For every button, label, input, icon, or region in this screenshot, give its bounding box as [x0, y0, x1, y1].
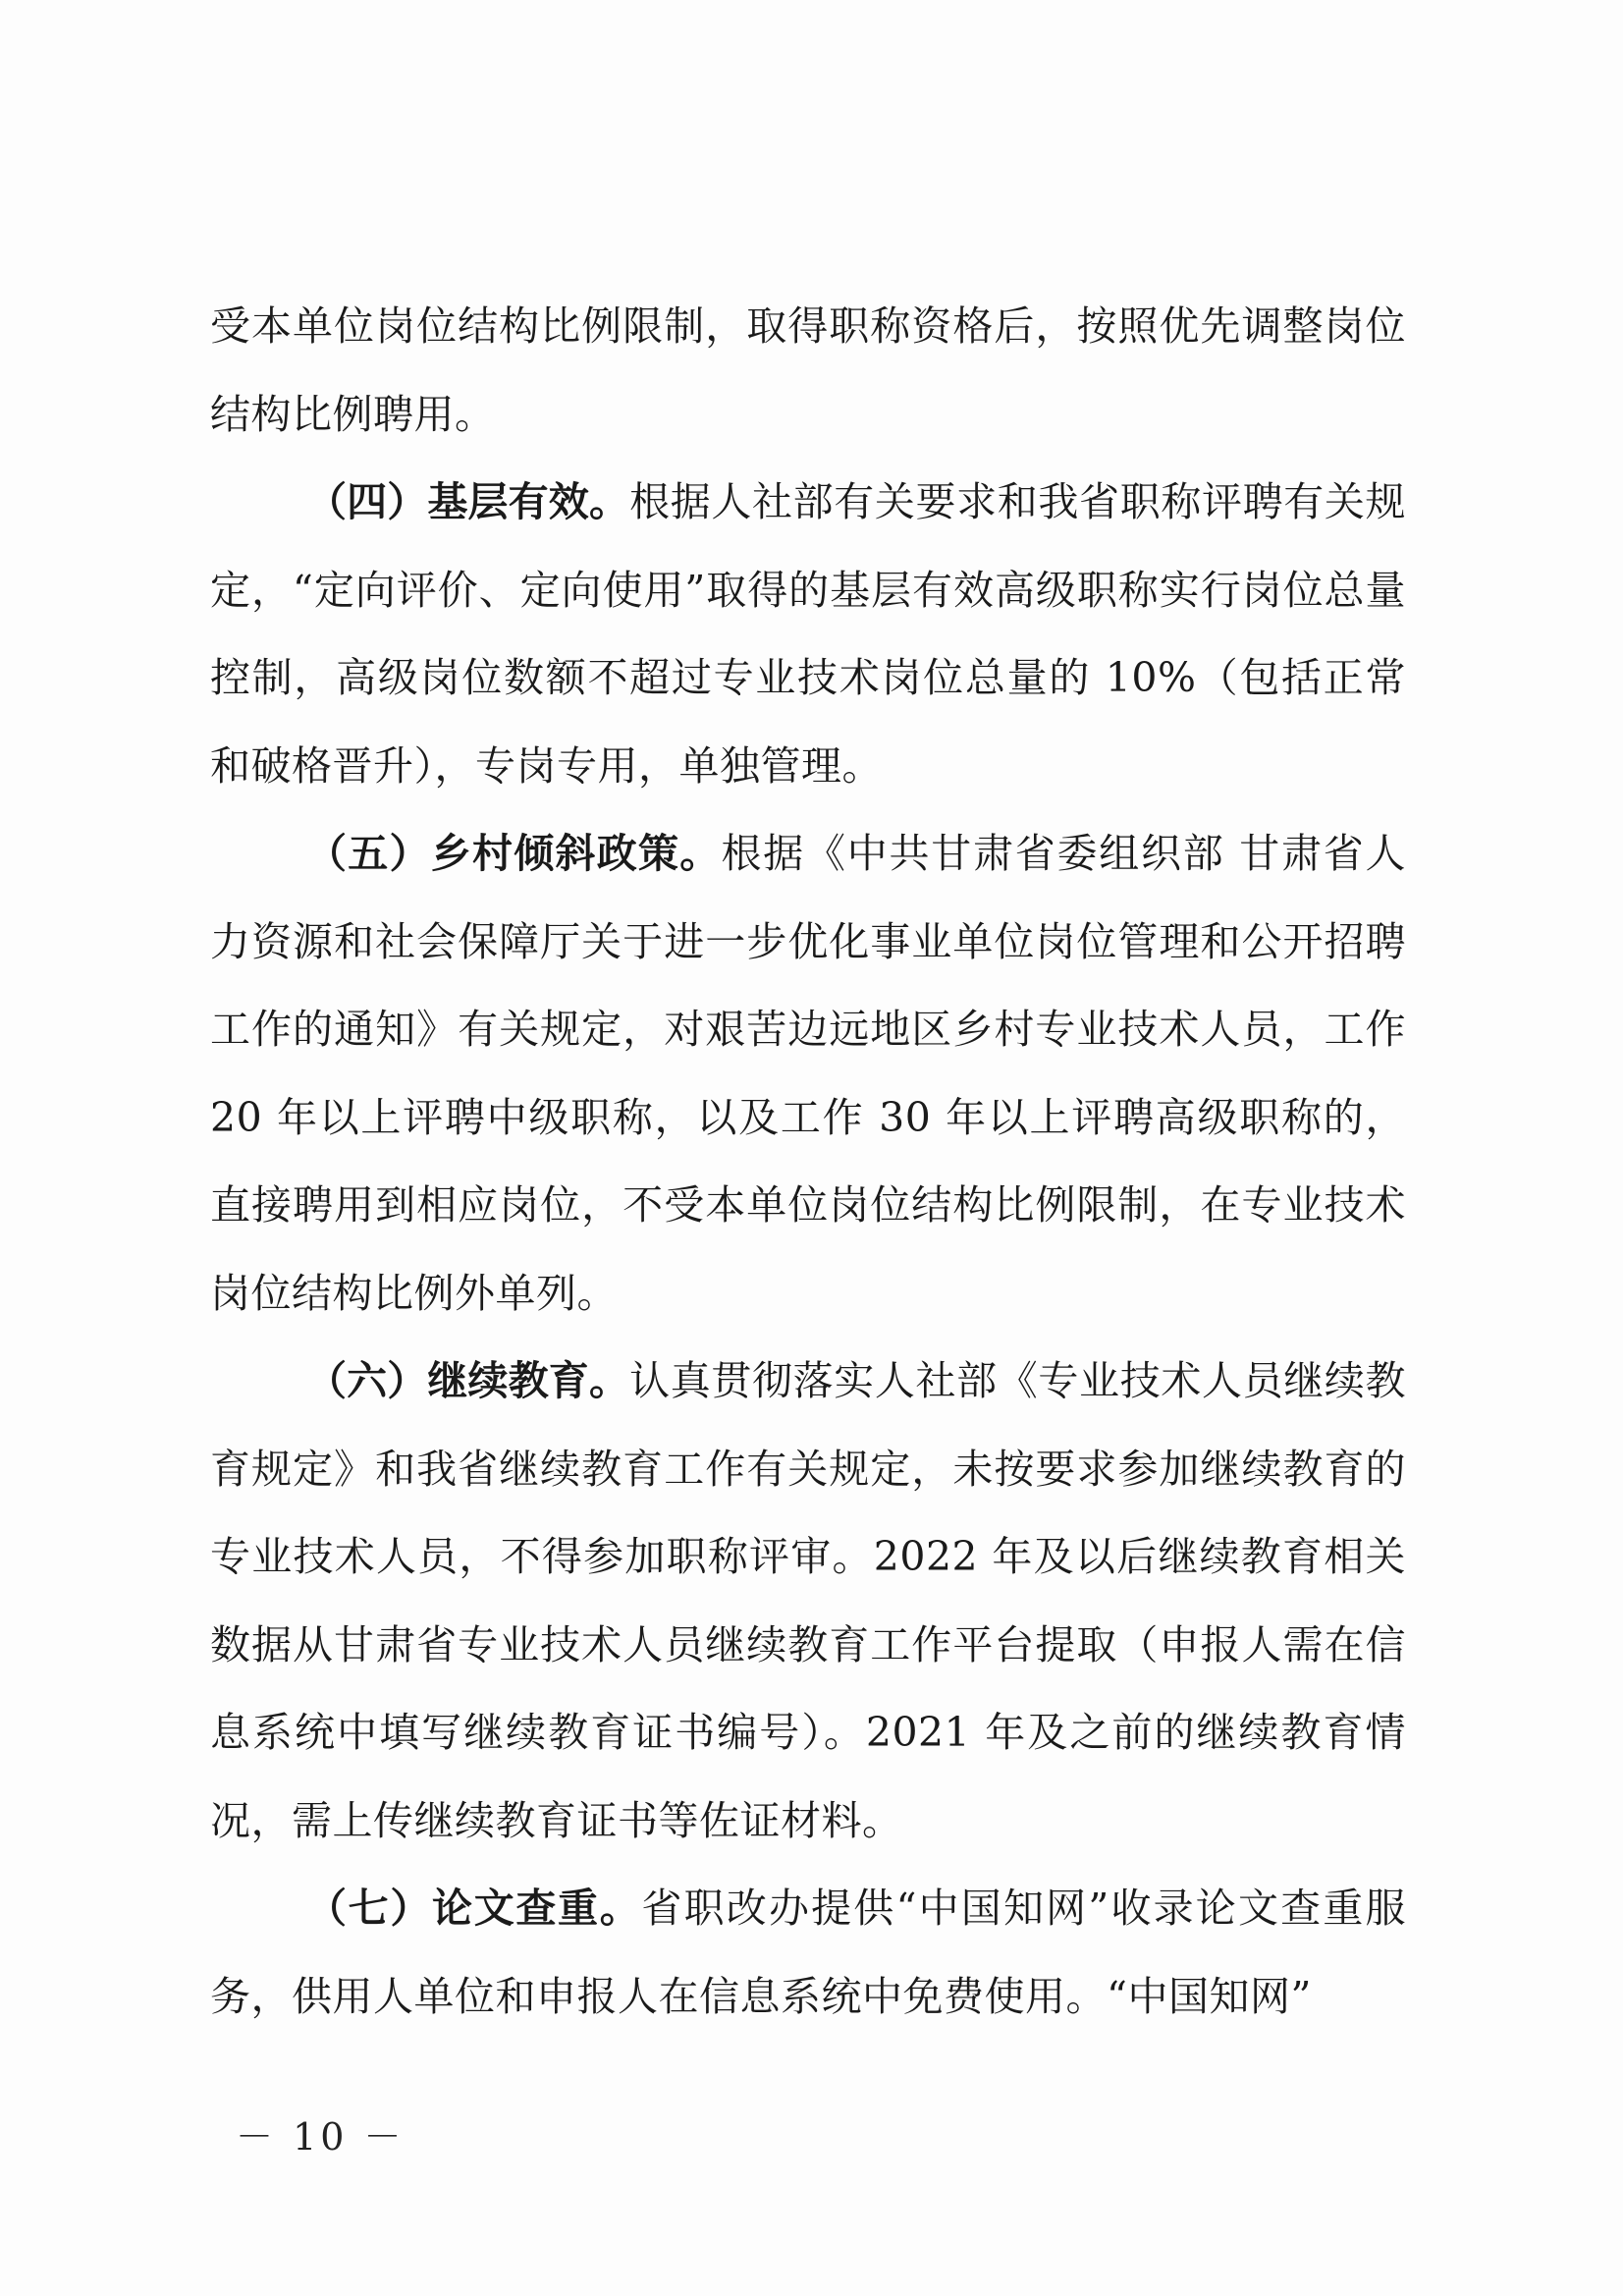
page-number: － 10 －: [236, 2115, 406, 2159]
paragraph-continuing-education: [210, 1338, 1406, 1865]
paragraph-text: 根据人社部有关要求和我省职称评聘有关规定，“定向评价、定向使用”取得的基层有效高级职称实行岗位总量控制，高级岗位数额不超过专业技术岗位总量的 10%（包括正常和破格晋升），专岗专用，单独管理。: [210, 478, 1406, 790]
section-heading: （五）乡村倾斜政策。: [306, 830, 722, 877]
section-heading: （七）论文查重。: [306, 1885, 642, 1932]
paragraph-text: 根据《中共甘肃省委组织部 甘肃省人力资源和社会保障厅关于进一步优化事业单位岗位管理和公开招聘工作的通知》有关规定，对艰苦边远地区乡村专业技术人员，工作 20 年以上评聘中级职称，以及工作 30 年以上评聘高级职称的，直接聘用到相应岗位，不受本单位岗位结构比例限制，在专业技术岗位结构比例外单列。: [210, 830, 1407, 1317]
paragraph-text: 认真贯彻落实人社部《专业技术人员继续教育规定》和我省继续教育工作有关规定，未按要求参加继续教育的专业技术人员，不得参加职称评审。2022 年及以后继续教育相关数据从甘肃省专业技术人员继续教育工作平台提取（申报人需在信息系统中填写继续教育证书编号）。2021 年及之前的继续教育情况，需上传继续教育证书等佐证材料。: [210, 1357, 1406, 1844]
paragraph-plagiarism-check: [210, 1865, 1406, 2041]
paragraph-text: 受本单位岗位结构比例限制，取得职称资格后，按照优先调整岗位结构比例聘用。: [210, 302, 1406, 438]
document-body: [210, 283, 1406, 2041]
paragraph-rural-policy: [210, 810, 1406, 1338]
paragraph-continuation: [210, 283, 1406, 459]
section-heading: （六）继续教育。: [306, 1357, 630, 1404]
paragraph-text: 省职改办提供“中国知网”收录论文查重服务，供用人单位和申报人在信息系统中免费使用。“中国知网”: [210, 1885, 1407, 2020]
paragraph-grassroots-valid: [210, 459, 1406, 810]
section-heading: （四）基层有效。: [306, 478, 630, 525]
